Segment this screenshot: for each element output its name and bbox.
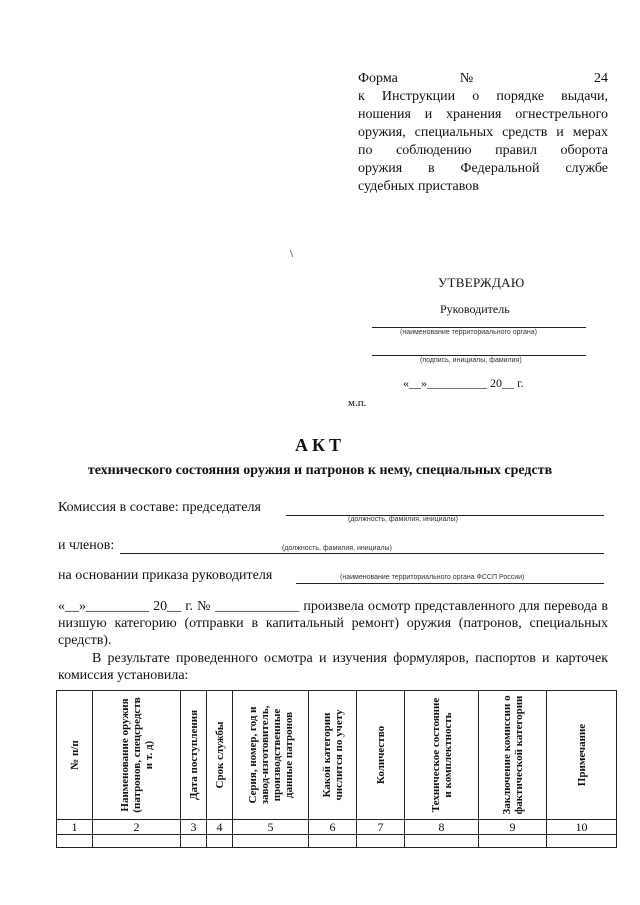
form-line: ношения и хранения огнестрельного: [358, 107, 608, 122]
seal-place: м.п.: [348, 397, 367, 409]
column-number: 10: [547, 820, 617, 835]
org-name-caption: (наименование территориального органа): [400, 329, 537, 336]
table-row: [57, 835, 617, 848]
org-name-line[interactable]: [372, 318, 586, 328]
table-cell[interactable]: [479, 835, 547, 848]
scan-mark: \: [290, 248, 294, 260]
form-line: к Инструкции о порядке выдачи,: [358, 89, 608, 104]
header-text: Количество: [374, 725, 387, 785]
header-cell-term: [207, 691, 233, 820]
table-header-row: [57, 691, 617, 820]
approval-head: Руководитель: [440, 302, 510, 316]
column-number: 5: [233, 820, 309, 835]
column-number: 7: [357, 820, 405, 835]
members-caption: (должность, фамилия, инициалы): [282, 545, 392, 552]
column-number: 9: [479, 820, 547, 835]
header-text: Наименование оружия (патронов, спецсредств и т. д): [118, 697, 155, 813]
signature-line[interactable]: [372, 346, 586, 356]
order-label: на основании приказа руководителя: [58, 568, 273, 583]
approval-title: УТВЕРЖДАЮ: [438, 275, 525, 290]
chair-label: Комиссия в составе: председателя: [58, 500, 261, 515]
table-cell[interactable]: [57, 835, 93, 848]
header-text: Заключение комиссии о фактической категории: [500, 695, 525, 815]
form-line: оружия в Федеральной службе: [358, 161, 608, 176]
header-cell-quantity: [357, 691, 405, 820]
table-cell[interactable]: [93, 835, 181, 848]
header-text: Техническое состояние и комплектность: [429, 697, 454, 813]
header-cell-note: [547, 691, 617, 820]
chair-caption: (должность, фамилия, инициалы): [348, 516, 458, 523]
inspection-paragraph: «__»_________ 20__ г. № ____________ произвела осмотр представленного для перевода в низшую категорию (отправки в капитальный ремонт) оружия (патронов, специальных средств).: [58, 599, 608, 648]
table-cell[interactable]: [181, 835, 207, 848]
table-cell[interactable]: [357, 835, 405, 848]
members-label: и членов:: [58, 538, 115, 553]
form-line: Форма № 24: [358, 71, 608, 86]
form-line: по соблюдению правил оборота: [358, 143, 608, 158]
findings-paragraph: В результате проведенного осмотра и изучения формуляров, паспортов и карточек комиссия установила:: [58, 651, 608, 683]
column-number: 6: [309, 820, 357, 835]
column-number: 2: [93, 820, 181, 835]
table-cell[interactable]: [233, 835, 309, 848]
findings-table: [56, 690, 617, 848]
header-text: Срок службы: [213, 721, 226, 789]
act-title: АКТ: [294, 435, 346, 455]
header-cell-number: [57, 691, 93, 820]
column-number: 4: [207, 820, 233, 835]
order-caption: (наименование территориального органа ФССП России): [340, 574, 525, 581]
header-cell-category: [309, 691, 357, 820]
column-number: 8: [405, 820, 479, 835]
act-subtitle: технического состояния оружия и патронов к нему, специальных средств: [87, 463, 553, 478]
form-line: оружия, специальных средств и мерах: [358, 125, 608, 140]
table-cell[interactable]: [547, 835, 617, 848]
header-cell-date: [181, 691, 207, 820]
chair-field[interactable]: [286, 502, 604, 516]
column-number: 3: [181, 820, 207, 835]
form-reference: [358, 70, 608, 196]
header-cell-condition: [405, 691, 479, 820]
header-text: Серия, номер, год и завод-изготовитель, производственные данные патронов: [246, 705, 295, 805]
header-cell-name: [93, 691, 181, 820]
table-cell[interactable]: [405, 835, 479, 848]
table-number-row: [57, 820, 617, 835]
header-cell-series: [233, 691, 309, 820]
table-cell[interactable]: [309, 835, 357, 848]
signature-caption: (подпись, инициалы, фамилия): [420, 357, 522, 364]
form-line: судебных приставов: [358, 179, 479, 194]
header-text: Примечание: [575, 723, 588, 787]
column-number: 1: [57, 820, 93, 835]
header-text: Дата поступления: [187, 709, 200, 801]
header-text: Какой категории числится по учету: [320, 709, 345, 801]
table-cell[interactable]: [207, 835, 233, 848]
header-text: № п/п: [68, 740, 81, 770]
approval-date: «__»__________ 20__ г.: [403, 376, 524, 390]
header-cell-conclusion: [479, 691, 547, 820]
